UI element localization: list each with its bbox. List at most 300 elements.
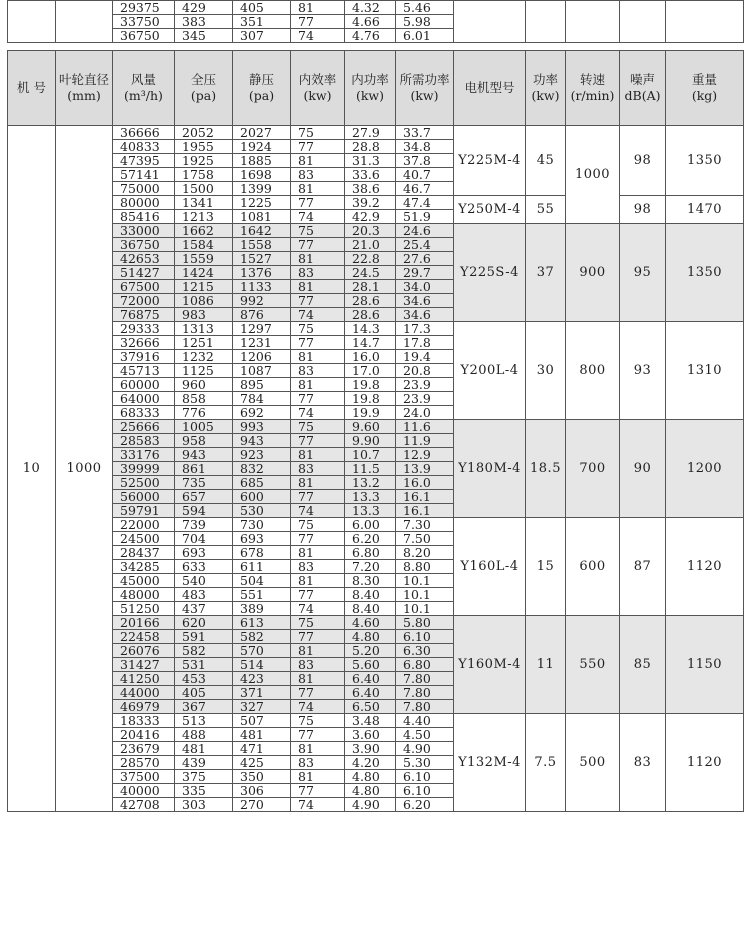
data-cell: 77 (291, 686, 345, 700)
data-cell: 39.2 (345, 196, 396, 210)
weight: 1120 (666, 518, 744, 616)
data-cell: 685 (233, 476, 291, 490)
data-cell: 992 (233, 294, 291, 308)
data-cell: 303 (175, 798, 233, 812)
data-cell: 77 (291, 490, 345, 504)
data-cell: 81 (291, 182, 345, 196)
data-cell: 11.5 (345, 462, 396, 476)
motor-speed: 800 (566, 322, 620, 420)
data-cell: 77 (291, 728, 345, 742)
data-cell: 77 (291, 434, 345, 448)
data-cell: 10.1 (396, 588, 454, 602)
merged-cell-machine-no (8, 1, 56, 43)
data-cell: 1087 (233, 364, 291, 378)
data-cell: 7.30 (396, 518, 454, 532)
data-cell: 42.9 (345, 210, 396, 224)
data-cell: 81 (291, 154, 345, 168)
noise-level: 90 (620, 420, 666, 518)
data-cell: 350 (233, 770, 291, 784)
data-cell: 4.40 (396, 714, 454, 728)
data-cell: 481 (233, 728, 291, 742)
header-airflow: 风量 (m³/h) (113, 51, 175, 126)
data-cell: 72000 (113, 294, 175, 308)
data-cell: 36750 (113, 29, 175, 43)
header-static-pressure: 静压 (pa) (233, 51, 291, 126)
data-cell: 4.80 (345, 630, 396, 644)
motor-model: Y200L-4 (454, 322, 526, 420)
data-cell: 75000 (113, 182, 175, 196)
data-cell: 33.6 (345, 168, 396, 182)
data-cell: 74 (291, 308, 345, 322)
data-cell: 38.6 (345, 182, 396, 196)
impeller-diameter: 1000 (56, 126, 113, 812)
data-cell: 1527 (233, 252, 291, 266)
motor-speed: 700 (566, 420, 620, 518)
data-cell: 37500 (113, 770, 175, 784)
data-cell: 19.8 (345, 392, 396, 406)
data-cell: 861 (175, 462, 233, 476)
data-cell: 993 (233, 420, 291, 434)
data-cell: 1232 (175, 350, 233, 364)
data-cell: 29.7 (396, 266, 454, 280)
data-cell: 582 (233, 630, 291, 644)
data-cell: 958 (175, 434, 233, 448)
data-cell: 4.80 (345, 784, 396, 798)
data-cell: 1924 (233, 140, 291, 154)
motor-power: 15 (526, 518, 566, 616)
data-cell: 83 (291, 756, 345, 770)
data-cell: 4.90 (396, 742, 454, 756)
data-cell: 57141 (113, 168, 175, 182)
data-cell: 8.80 (396, 560, 454, 574)
data-cell: 75 (291, 224, 345, 238)
data-cell: 1424 (175, 266, 233, 280)
data-cell: 611 (233, 560, 291, 574)
motor-speed: 500 (566, 714, 620, 812)
data-cell: 59791 (113, 504, 175, 518)
data-cell: 6.20 (345, 532, 396, 546)
data-cell: 36750 (113, 238, 175, 252)
data-cell: 52500 (113, 476, 175, 490)
data-cell: 32666 (113, 336, 175, 350)
data-cell: 31.3 (345, 154, 396, 168)
data-cell: 1313 (175, 322, 233, 336)
data-cell: 453 (175, 672, 233, 686)
data-cell: 81 (291, 770, 345, 784)
data-cell: 17.8 (396, 336, 454, 350)
data-cell: 1341 (175, 196, 233, 210)
data-cell: 335 (175, 784, 233, 798)
data-cell: 4.76 (345, 29, 396, 43)
data-cell: 4.20 (345, 756, 396, 770)
data-cell: 34.6 (396, 308, 454, 322)
data-cell: 16.1 (396, 490, 454, 504)
data-cell: 1133 (233, 280, 291, 294)
motor-model: Y225M-4 (454, 126, 526, 196)
data-cell: 27.6 (396, 252, 454, 266)
data-cell: 591 (175, 630, 233, 644)
data-cell: 960 (175, 378, 233, 392)
data-cell: 582 (175, 644, 233, 658)
data-cell: 27.9 (345, 126, 396, 140)
data-cell: 531 (175, 658, 233, 672)
data-cell: 24500 (113, 532, 175, 546)
data-cell: 345 (175, 29, 233, 43)
data-cell: 657 (175, 490, 233, 504)
data-cell: 24.6 (396, 224, 454, 238)
data-cell: 47.4 (396, 196, 454, 210)
merged-cell-power (526, 1, 566, 43)
data-cell: 307 (233, 29, 291, 43)
motor-speed: 550 (566, 616, 620, 714)
data-cell: 895 (233, 378, 291, 392)
data-cell: 9.60 (345, 420, 396, 434)
machine-number: 10 (8, 126, 56, 812)
header-total-pressure: 全压 (pa) (175, 51, 233, 126)
data-cell: 1558 (233, 238, 291, 252)
data-cell: 18333 (113, 714, 175, 728)
data-cell: 693 (175, 546, 233, 560)
data-cell: 1698 (233, 168, 291, 182)
header-required-power: 所需功率 (kw) (396, 51, 454, 126)
data-cell: 10.1 (396, 574, 454, 588)
data-cell: 67500 (113, 280, 175, 294)
motor-model: Y250M-4 (454, 196, 526, 224)
data-cell: 83 (291, 462, 345, 476)
data-cell: 74 (291, 210, 345, 224)
merged-cell-speed (566, 1, 620, 43)
data-cell: 1559 (175, 252, 233, 266)
data-cell: 75 (291, 714, 345, 728)
data-cell: 306 (233, 784, 291, 798)
weight: 1310 (666, 322, 744, 420)
data-cell: 28437 (113, 546, 175, 560)
fan-performance-table (7, 50, 744, 812)
data-cell: 42653 (113, 252, 175, 266)
data-cell: 7.80 (396, 686, 454, 700)
data-cell: 351 (233, 15, 291, 29)
data-cell: 375 (175, 770, 233, 784)
data-cell: 327 (233, 700, 291, 714)
data-cell: 22458 (113, 630, 175, 644)
data-cell: 20166 (113, 616, 175, 630)
data-cell: 514 (233, 658, 291, 672)
data-cell: 28.6 (345, 308, 396, 322)
data-cell: 81 (291, 252, 345, 266)
data-cell: 23679 (113, 742, 175, 756)
data-cell: 2027 (233, 126, 291, 140)
data-cell: 3.48 (345, 714, 396, 728)
data-cell: 17.3 (396, 322, 454, 336)
data-cell: 7.80 (396, 672, 454, 686)
data-cell: 600 (233, 490, 291, 504)
data-cell: 83 (291, 560, 345, 574)
header-speed: 转速 (r/min) (566, 51, 620, 126)
data-cell: 1297 (233, 322, 291, 336)
data-cell: 5.60 (345, 658, 396, 672)
data-cell: 10.7 (345, 448, 396, 462)
data-cell: 6.00 (345, 518, 396, 532)
data-cell: 1642 (233, 224, 291, 238)
motor-model: Y160M-4 (454, 616, 526, 714)
data-cell: 8.40 (345, 588, 396, 602)
data-cell: 1225 (233, 196, 291, 210)
data-cell: 74 (291, 29, 345, 43)
data-cell: 81 (291, 742, 345, 756)
data-cell: 383 (175, 15, 233, 29)
data-cell: 6.10 (396, 784, 454, 798)
header-motor-model: 电机型号 (454, 51, 526, 126)
data-cell: 1206 (233, 350, 291, 364)
data-cell: 81 (291, 448, 345, 462)
motor-power: 18.5 (526, 420, 566, 518)
data-cell: 1005 (175, 420, 233, 434)
data-cell: 4.50 (396, 728, 454, 742)
weight: 1120 (666, 714, 744, 812)
data-cell: 33176 (113, 448, 175, 462)
data-cell: 23.9 (396, 378, 454, 392)
data-cell: 10.1 (396, 602, 454, 616)
data-cell: 405 (175, 686, 233, 700)
merged-cell-noise (620, 1, 666, 43)
data-cell: 504 (233, 574, 291, 588)
data-cell: 40000 (113, 784, 175, 798)
motor-power: 55 (526, 196, 566, 224)
data-cell: 8.20 (396, 546, 454, 560)
data-cell: 42708 (113, 798, 175, 812)
data-cell: 739 (175, 518, 233, 532)
weight: 1150 (666, 616, 744, 714)
data-cell: 37.8 (396, 154, 454, 168)
data-cell: 74 (291, 406, 345, 420)
data-cell: 64000 (113, 392, 175, 406)
data-cell: 77 (291, 196, 345, 210)
table-row (8, 1, 744, 15)
data-cell: 39999 (113, 462, 175, 476)
data-cell: 36666 (113, 126, 175, 140)
data-cell: 46979 (113, 700, 175, 714)
data-cell: 40.7 (396, 168, 454, 182)
data-cell: 13.2 (345, 476, 396, 490)
data-cell: 678 (233, 546, 291, 560)
data-cell: 7.20 (345, 560, 396, 574)
data-cell: 22000 (113, 518, 175, 532)
data-cell: 77 (291, 336, 345, 350)
data-cell: 29375 (113, 1, 175, 15)
data-cell: 83 (291, 168, 345, 182)
data-cell: 77 (291, 238, 345, 252)
data-cell: 776 (175, 406, 233, 420)
table-row (8, 518, 744, 532)
data-cell: 81 (291, 644, 345, 658)
data-cell: 19.4 (396, 350, 454, 364)
data-cell: 1376 (233, 266, 291, 280)
header-machine-no: 机 号 (8, 51, 56, 126)
data-cell: 8.30 (345, 574, 396, 588)
data-cell: 75 (291, 126, 345, 140)
data-cell: 6.50 (345, 700, 396, 714)
data-cell: 1399 (233, 182, 291, 196)
data-cell: 16.1 (396, 504, 454, 518)
data-cell: 14.3 (345, 322, 396, 336)
data-cell: 471 (233, 742, 291, 756)
data-cell: 6.40 (345, 686, 396, 700)
data-cell: 81 (291, 574, 345, 588)
weight: 1350 (666, 224, 744, 322)
data-cell: 17.0 (345, 364, 396, 378)
data-cell: 1125 (175, 364, 233, 378)
data-cell: 1215 (175, 280, 233, 294)
header-internal-efficiency: 内效率 (kw) (291, 51, 345, 126)
data-cell: 2052 (175, 126, 233, 140)
data-cell: 75 (291, 616, 345, 630)
data-cell: 28583 (113, 434, 175, 448)
data-cell: 28.1 (345, 280, 396, 294)
data-cell: 80000 (113, 196, 175, 210)
data-cell: 6.10 (396, 770, 454, 784)
data-cell: 20416 (113, 728, 175, 742)
data-cell: 5.30 (396, 756, 454, 770)
data-cell: 704 (175, 532, 233, 546)
data-cell: 25666 (113, 420, 175, 434)
noise-level: 83 (620, 714, 666, 812)
data-cell: 439 (175, 756, 233, 770)
motor-power: 30 (526, 322, 566, 420)
data-cell: 6.10 (396, 630, 454, 644)
data-cell: 81 (291, 546, 345, 560)
data-cell: 51250 (113, 602, 175, 616)
data-cell: 1662 (175, 224, 233, 238)
data-cell: 4.66 (345, 15, 396, 29)
data-cell: 33750 (113, 15, 175, 29)
data-cell: 81 (291, 280, 345, 294)
data-cell: 45000 (113, 574, 175, 588)
data-cell: 858 (175, 392, 233, 406)
data-cell: 5.98 (396, 15, 454, 29)
data-cell: 1925 (175, 154, 233, 168)
data-cell: 5.20 (345, 644, 396, 658)
data-cell: 6.30 (396, 644, 454, 658)
motor-model: Y160L-4 (454, 518, 526, 616)
data-cell: 507 (233, 714, 291, 728)
data-cell: 68333 (113, 406, 175, 420)
data-cell: 405 (233, 1, 291, 15)
data-cell: 19.9 (345, 406, 396, 420)
data-cell: 44000 (113, 686, 175, 700)
data-cell: 1086 (175, 294, 233, 308)
data-cell: 437 (175, 602, 233, 616)
data-cell: 74 (291, 798, 345, 812)
data-cell: 1213 (175, 210, 233, 224)
data-cell: 6.20 (396, 798, 454, 812)
data-cell: 735 (175, 476, 233, 490)
data-cell: 594 (175, 504, 233, 518)
header-impeller-dia: 叶轮直径 (mm) (56, 51, 113, 126)
data-cell: 37916 (113, 350, 175, 364)
data-cell: 77 (291, 392, 345, 406)
data-cell: 12.9 (396, 448, 454, 462)
data-cell: 371 (233, 686, 291, 700)
data-cell: 74 (291, 504, 345, 518)
data-cell: 1885 (233, 154, 291, 168)
data-cell: 4.80 (345, 770, 396, 784)
data-cell: 40833 (113, 140, 175, 154)
motor-model: Y225S-4 (454, 224, 526, 322)
data-cell: 26076 (113, 644, 175, 658)
data-cell: 3.90 (345, 742, 396, 756)
header-weight: 重量 (kg) (666, 51, 744, 126)
data-cell: 34.0 (396, 280, 454, 294)
data-cell: 20.3 (345, 224, 396, 238)
merged-cell-weight (666, 1, 744, 43)
data-cell: 13.3 (345, 490, 396, 504)
data-cell: 81 (291, 1, 345, 15)
data-cell: 77 (291, 15, 345, 29)
data-cell: 1584 (175, 238, 233, 252)
noise-level: 85 (620, 616, 666, 714)
table-row (8, 126, 744, 140)
data-cell: 923 (233, 448, 291, 462)
weight: 1200 (666, 420, 744, 518)
data-cell: 1758 (175, 168, 233, 182)
data-cell: 76875 (113, 308, 175, 322)
data-cell: 551 (233, 588, 291, 602)
motor-power: 11 (526, 616, 566, 714)
data-cell: 876 (233, 308, 291, 322)
noise-level: 87 (620, 518, 666, 616)
motor-power: 7.5 (526, 714, 566, 812)
header-noise: 噪声 dB(A) (620, 51, 666, 126)
motor-speed: 1000 (566, 126, 620, 224)
data-cell: 513 (175, 714, 233, 728)
data-cell: 29333 (113, 322, 175, 336)
motor-speed: 600 (566, 518, 620, 616)
data-cell: 633 (175, 560, 233, 574)
data-cell: 8.40 (345, 602, 396, 616)
data-cell: 51427 (113, 266, 175, 280)
data-cell: 28570 (113, 756, 175, 770)
data-cell: 1251 (175, 336, 233, 350)
data-cell: 16.0 (345, 350, 396, 364)
data-cell: 83 (291, 658, 345, 672)
data-cell: 13.9 (396, 462, 454, 476)
noise-level: 93 (620, 322, 666, 420)
data-cell: 85416 (113, 210, 175, 224)
data-cell: 7.80 (396, 700, 454, 714)
data-cell: 75 (291, 518, 345, 532)
data-cell: 832 (233, 462, 291, 476)
data-cell: 21.0 (345, 238, 396, 252)
data-cell: 24.0 (396, 406, 454, 420)
data-cell: 45713 (113, 364, 175, 378)
data-cell: 6.40 (345, 672, 396, 686)
data-cell: 77 (291, 588, 345, 602)
data-cell: 33.7 (396, 126, 454, 140)
data-cell: 6.80 (396, 658, 454, 672)
data-cell: 423 (233, 672, 291, 686)
motor-model: Y180M-4 (454, 420, 526, 518)
data-cell: 83 (291, 266, 345, 280)
motor-speed: 900 (566, 224, 620, 322)
data-cell: 943 (175, 448, 233, 462)
data-cell: 620 (175, 616, 233, 630)
data-cell: 730 (233, 518, 291, 532)
table-row (8, 714, 744, 728)
data-cell: 425 (233, 756, 291, 770)
merged-cell-impeller (56, 1, 113, 43)
data-cell: 74 (291, 700, 345, 714)
data-cell: 11.6 (396, 420, 454, 434)
